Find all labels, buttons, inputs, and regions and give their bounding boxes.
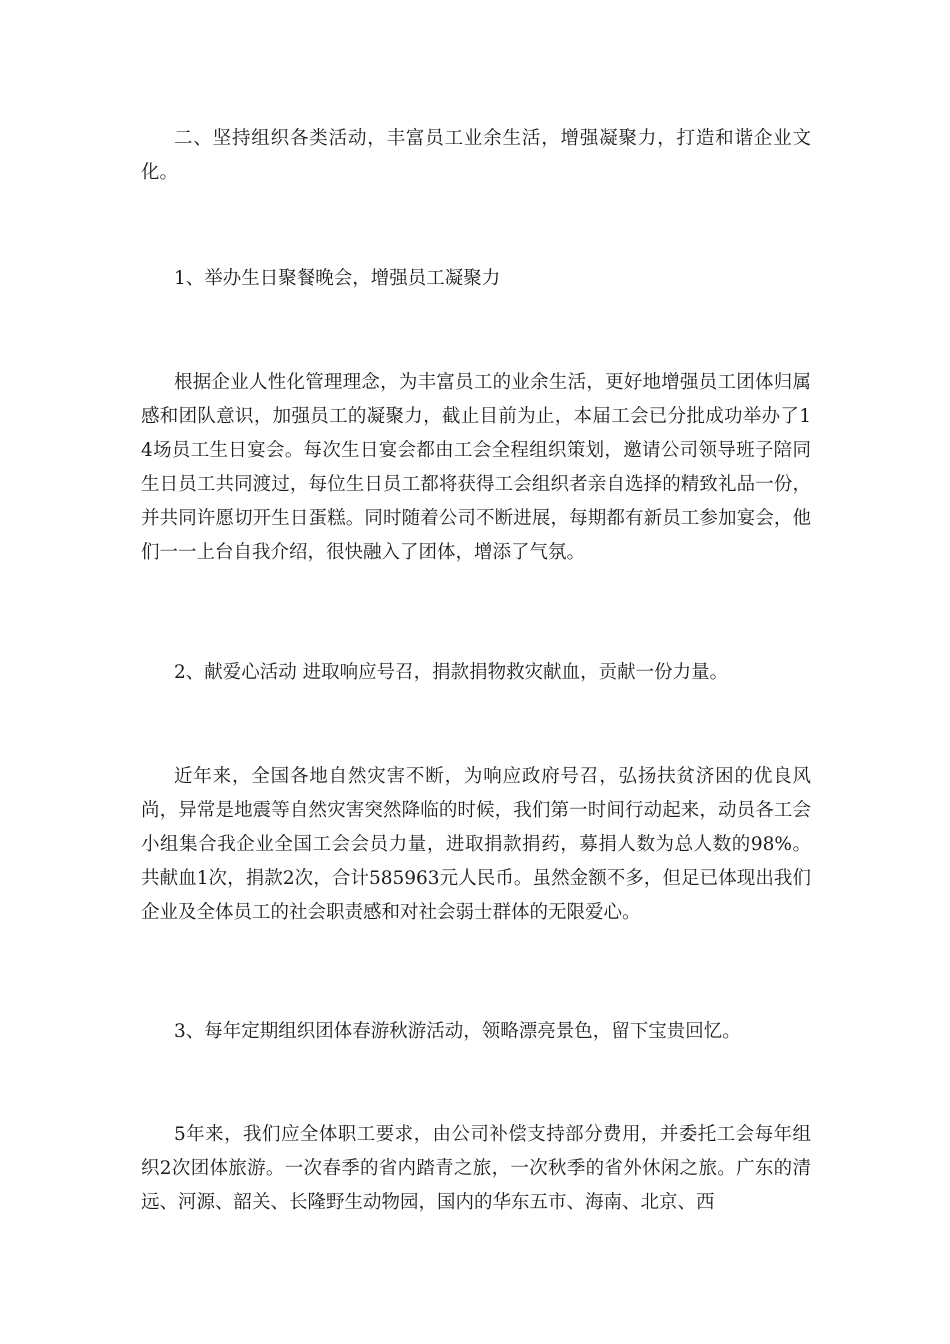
subsection-heading-3: 3、每年定期组织团体春游秋游活动，领略漂亮景色，留下宝贵回忆。 <box>174 1021 741 1042</box>
subsection-heading-1: 1、举办生日聚餐晚会，增强员工凝聚力 <box>174 268 501 289</box>
subsection-heading-2: 2、献爱心活动 进取响应号召，捐款捐物救灾献血，贡献一份力量。 <box>174 662 729 683</box>
body-paragraph-birthday: 根据企业人性化管理理念，为丰富员工的业余生活，更好地增强员工团体归属感和团队意识，加强员工的凝聚力，截止目前为止，本届工会已分批成功举办了14场员工生日宴会。每次生日宴会都由工会全程组织策划，邀请公司领导班子陪同生日员工共同渡过，每位生日员工都将获得工会组织者亲自选择的精致礼品一份，并共同许愿切开生日蛋糕。同时随着公司不断进展，每期都有新员工参加宴会，他们一一上台自我介绍，很快融入了团体，增添了气氛。 <box>141 372 811 563</box>
body-paragraph-travel: 5年来，我们应全体职工要求，由公司补偿支持部分费用，并委托工会每年组织2次团体旅游。一次春季的省内踏青之旅，一次秋季的省外休闲之旅。广东的清远、河源、韶关、长隆野生动物园，国内的华东五市、海南、北京、西 <box>141 1124 811 1213</box>
body-paragraph-charity: 近年来，全国各地自然灾害不断，为响应政府号召，弘扬扶贫济困的优良风尚，异常是地震等自然灾害突然降临的时候，我们第一时间行动起来，动员各工会小组集合我企业全国工会会员力量，进取捐款捐药，募捐人数为总人数的98%。共献血1次，捐款2次，合计585963元人民币。虽然金额不多，但足已体现出我们企业及全体员工的社会职责感和对社会弱士群体的无限爱心。 <box>141 766 811 923</box>
section-heading-2: 二、坚持组织各类活动，丰富员工业余生活，增强凝聚力，打造和谐企业文化。 <box>141 128 811 183</box>
